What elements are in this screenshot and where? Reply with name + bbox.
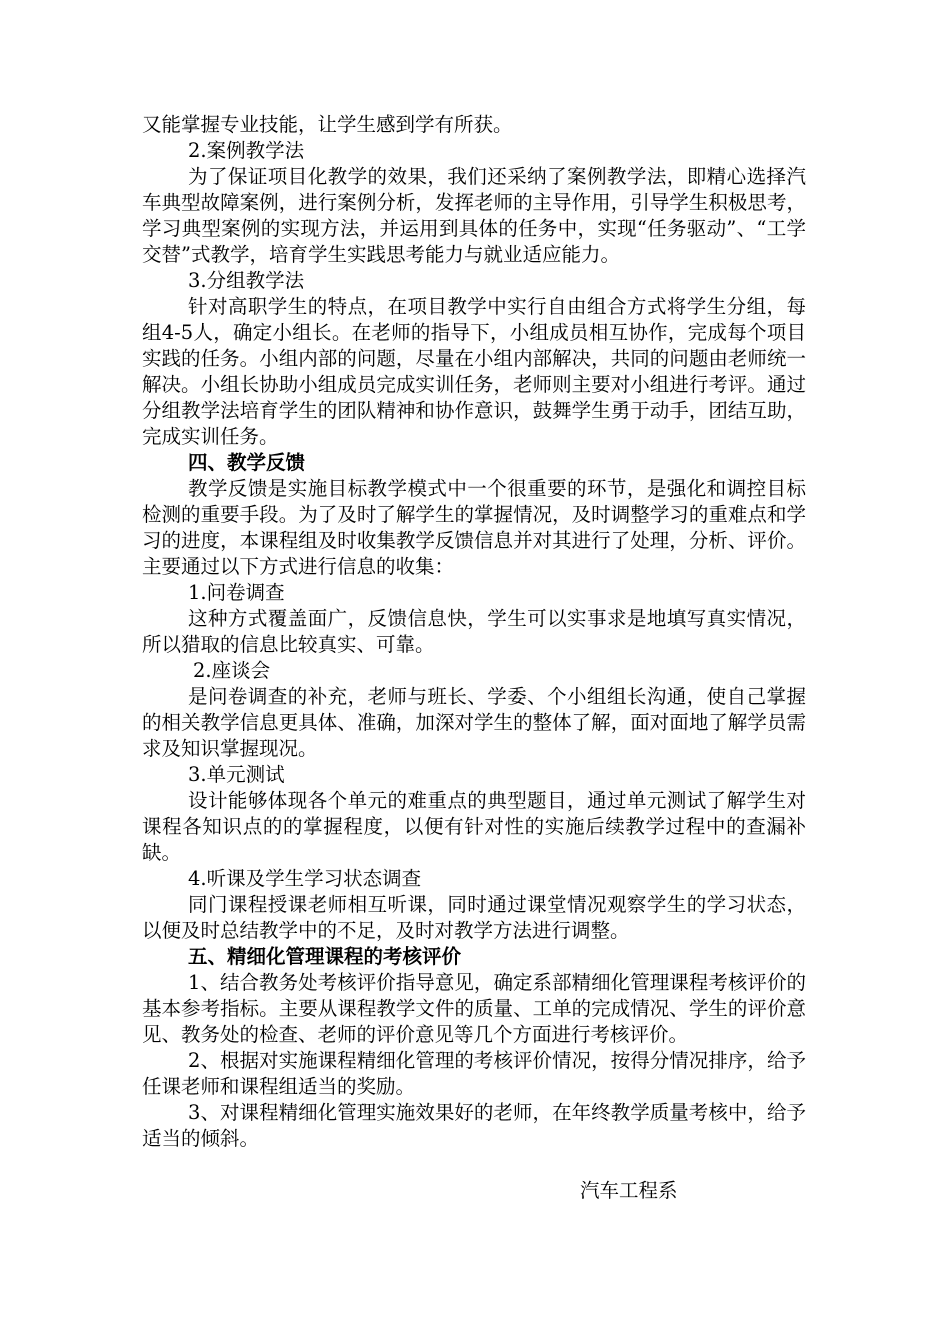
section-heading-feedback: 四、教学反馈 [188, 451, 306, 474]
subheading-symposium: 2.座谈会 [193, 659, 271, 682]
paragraph: 为了保证项目化教学的效果，我们还采纳了案例教学法，即精心选择汽车典型故障案例，进行案例分析，发挥老师的主导作用，引导学生积极思考，学习典型案例的实现方法，并运用到具体的任务中，实现“任务驱动”、“工学交替”式教学，培育学生实践思考能力与就业适应能力。 [142, 165, 806, 266]
paragraph: 3、对课程精细化管理实施效果好的老师，在年终教学质量考核中，给予适当的倾斜。 [142, 1101, 806, 1150]
document-body [142, 112, 806, 1204]
paragraph: 针对高职学生的特点，在项目教学中实行自由组合方式将学生分组，每组4-5人，确定小组长。在老师的指导下，小组成员相互协作，完成每个项目实践的任务。小组内部的问题，尽量在小组内部解决，共同的问题由老师统一解决。小组长协助小组成员完成实训任务，老师则主要对小组进行考评。通过分组教学法培育学生的团队精神和协作意识，鼓舞学生勇于动手，团结互助，完成实训任务。 [142, 295, 806, 448]
paragraph: 是问卷调查的补充，老师与班长、学委、个小组组长沟通，使自己掌握的相关教学信息更具体、准确，加深对学生的整体了解，面对面地了解学员需求及知识掌握现况。 [142, 685, 806, 760]
paragraph: 设计能够体现各个单元的难重点的典型题目，通过单元测试了解学生对课程各知识点的的掌握程度，以便有针对性的实施后续教学过程中的查漏补缺。 [142, 789, 806, 864]
subheading-questionnaire: 1.问卷调查 [188, 581, 285, 604]
paragraph: 2、根据对实施课程精细化管理的考核评价情况，按得分情况排序，给予任课老师和课程组适当的奖励。 [142, 1049, 806, 1098]
subheading-group-teaching: 3.分组教学法 [188, 269, 305, 292]
subheading-unit-test: 3.单元测试 [188, 763, 285, 786]
paragraph: 这种方式覆盖面广，反馈信息快，学生可以实事求是地填写真实情况，所以猎取的信息比较真实、可靠。 [142, 607, 806, 656]
paragraph: 又能掌握专业技能，让学生感到学有所获。 [142, 113, 513, 136]
section-heading-assessment: 五、精细化管理课程的考核评价 [188, 945, 462, 968]
subheading-case-teaching: 2.案例教学法 [188, 139, 305, 162]
paragraph: 教学反馈是实施目标教学模式中一个很重要的环节，是强化和调控目标检测的重要手段。为了及时了解学生的掌握情况，及时调整学习的重难点和学习的进度，本课程组及时收集教学反馈信息并对其进行了处理，分析、评价。主要通过以下方式进行信息的收集： [142, 477, 806, 578]
paragraph: 1、结合教务处考核评价指导意见，确定系部精细化管理课程考核评价的基本参考指标。主要从课程教学文件的质量、工单的完成情况、学生的评价意见、教务处的检查、老师的评价意见等几个方面进行考核评价。 [142, 971, 806, 1046]
subheading-lecture-observation: 4.听课及学生学习状态调查 [188, 867, 422, 890]
paragraph: 同门课程授课老师相互听课，同时通过课堂情况观察学生的学习状态，以便及时总结教学中的不足，及时对教学方法进行调整。 [142, 893, 806, 942]
signature: 汽车工程系 [580, 1179, 678, 1202]
